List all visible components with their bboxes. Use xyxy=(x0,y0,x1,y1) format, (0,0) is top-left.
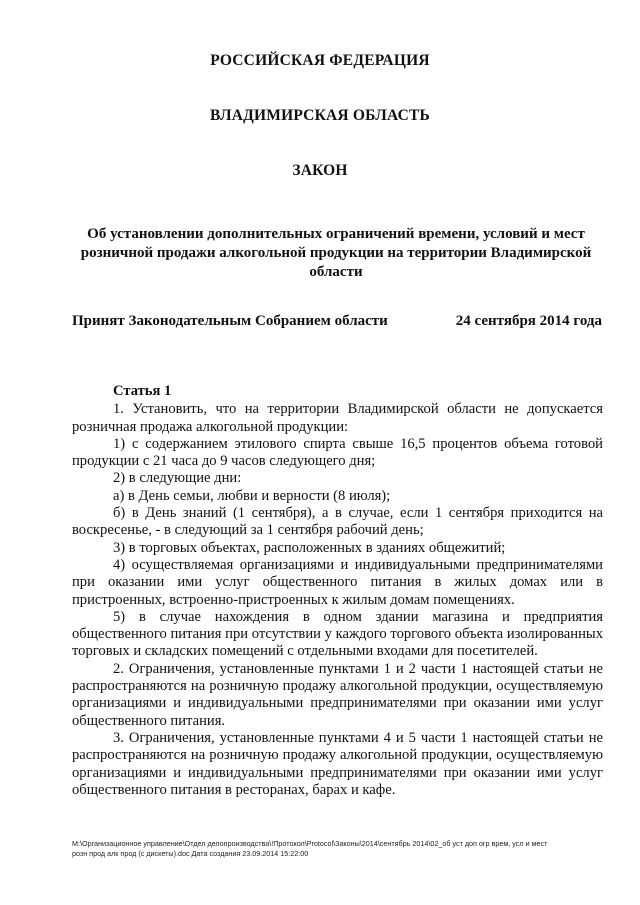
law-title-line-2: розничной продажи алкогольной продукции на территории Владимирской xyxy=(80,245,592,261)
header-region: ВЛАДИМИРСКАЯ ОБЛАСТЬ xyxy=(210,107,430,124)
header-country: РОССИЙСКАЯ ФЕДЕРАЦИЯ xyxy=(210,52,430,69)
article-1 xyxy=(72,383,603,799)
paragraph: 3) в торговых объектах, расположенных в зданиях общежитий; xyxy=(113,539,506,556)
adopted-by: Принят Законодательным Собранием области xyxy=(72,313,388,329)
law-title xyxy=(72,225,600,282)
paragraph: 1. Установить, что на территории Владимирской области не допускается розничная продажа алкогольной продукции: xyxy=(72,401,603,435)
adopted-date: 24 сентября 2014 года xyxy=(455,313,602,329)
article-heading: Статья 1 xyxy=(113,383,172,399)
law-title-line-1: Об установлении дополнительных ограничений времени, условий и мест xyxy=(87,226,585,242)
footer-line-2: розн прод алк прод (с дискеты).doc Дата создания 23.09.2014 15:22:00 xyxy=(72,849,309,858)
paragraph: 3. Ограничения, установленные пунктами 4 и 5 части 1 настоящей статьи не распространяются на розничную продажу алкогольной продукции, осуществляемую организациями и индивидуальными предпринимателями при оказании ими услуг общественного питания в ресторанах, барах и кафе. xyxy=(72,729,603,798)
file-path-footer xyxy=(72,839,612,859)
paragraph: 1) с содержанием этилового спирта свыше 16,5 процентов объема готовой продукции с 21 часа до 9 часов следующего дня; xyxy=(72,435,603,470)
paragraph: 4) осуществляемая организациями и индивидуальными предпринимателями при оказании ими услуг общественного питания в жилых домах или в пристроенных, встроенно-пристроенных к жилым домам помещениях. xyxy=(72,556,603,608)
footer-line-1: M:\Организационное управление\Отдел делопроизводства\!Протокол\Protocol\Законы\2014\сентябрь 2014\02_об уст доп огр врем, усл и мест xyxy=(72,839,548,848)
paragraph: а) в День семьи, любви и верности (8 июля); xyxy=(113,487,391,504)
law-title-line-3: области xyxy=(309,264,363,280)
adoption-line xyxy=(72,313,602,330)
paragraph: 2. Ограничения, установленные пунктами 1 и 2 части 1 настоящей статьи не распространяются на розничную продажу алкогольной продукции, осуществляемую организациями и индивидуальными предпринимателями при оказании ими услуг общественного питания. xyxy=(72,660,603,729)
paragraph: б) в День знаний (1 сентября), а в случае, если 1 сентября приходится на воскресенье, - в следующий за 1 сентября рабочий день; xyxy=(72,505,603,539)
paragraph: 5) в случае нахождения в одном здании магазина и предприятия общественного питания при отсутствии у каждого торгового объекта изолированных торговых и складских помещений с отдельными входами для посетителей. xyxy=(72,608,603,660)
header-doc-type: ЗАКОН xyxy=(292,162,348,179)
paragraph: 2) в следующие дни: xyxy=(113,470,242,487)
